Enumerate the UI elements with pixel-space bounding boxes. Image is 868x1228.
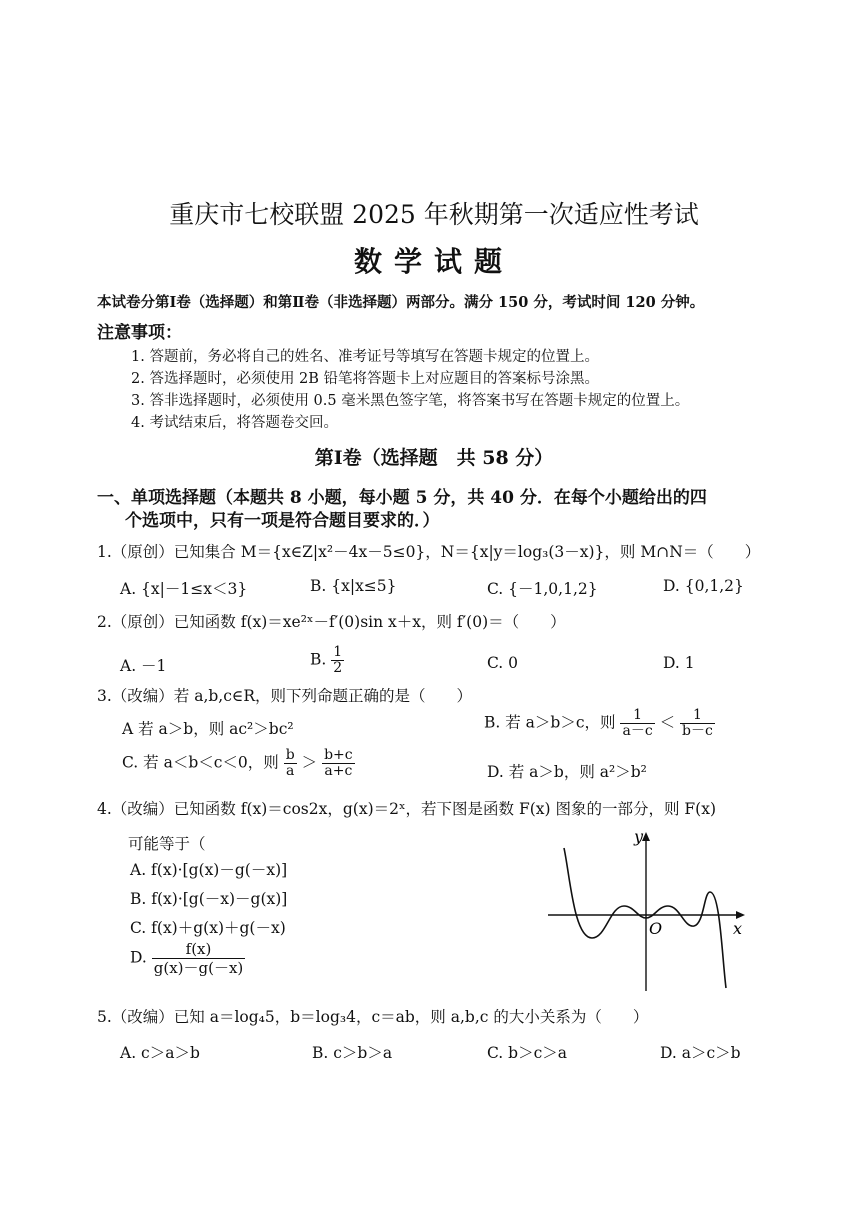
q1-option-a: A. {x|－1≤x＜3} [120,580,248,598]
q2-option-b-label: B. [310,650,327,669]
q3-option-b [484,708,715,739]
q5-option-b: B. c＞b＞a [312,1044,393,1062]
fraction-numerator: 1 [620,708,654,724]
x-axis-label: x [733,919,743,938]
q2-option-c: C. 0 [487,654,519,672]
x-axis-arrow [736,911,745,919]
q4-option-b: B. f(x)·[g(－x)－g(x)] [130,890,288,908]
q3-c-fraction-1 [284,748,297,779]
fraction-denominator: a [286,763,295,779]
origin-label: O [649,919,663,938]
q4-d-fraction [152,940,246,977]
question-4-stem: 4.（改编）已知函数 f(x)＝cos2x，g(x)＝2ˣ，若下图是函数 F(x) 图象的一部分，则 F(x) [97,800,717,818]
q3-option-d: D. 若 a＞b，则 a²＞b² [487,763,647,781]
notice-item: 3. 答非选择题时，必须使用 0.5 毫米黑色签字笔，将答案书写在答题卡规定的位置上。 [131,393,690,409]
q3-option-c-label: C. 若 a＜b＜c＜0，则 [122,753,279,772]
q3-c-fraction-2 [322,748,355,779]
q4-option-d-label: D. [130,948,147,967]
relation-symbol: ＞ [301,753,318,772]
notice-heading: 注意事项： [97,323,182,343]
q1-option-c: C. {－1,0,1,2} [487,580,598,598]
q1-option-b: B. {x|x≤5} [310,577,397,595]
q2-option-b-fraction [331,645,344,676]
q2-option-a: A. －1 [120,657,167,675]
q2-option-d: D. 1 [663,654,695,672]
section-heading: 第Ⅰ卷（选择题 共 58 分） [314,447,554,469]
q3-option-c [122,748,355,779]
fraction-denominator: g(x)－g(－x) [153,959,244,977]
q1-option-d: D. {0,1,2} [663,577,744,595]
q3-b-fraction-2 [680,708,715,739]
q5-option-c: C. b＞c＞a [487,1044,568,1062]
fraction-numerator: 1 [333,644,343,660]
q5-option-d: D. a＞c＞b [660,1044,741,1062]
question-5-stem: 5.（改编）已知 a＝log₄5，b＝log₃4，c＝ab，则 a,b,c 的大小关系为（ ） [97,1008,649,1026]
exam-intro: 本试卷分第Ⅰ卷（选择题）和第Ⅱ卷（非选择题）两部分。满分 150 分，考试时间 120 分钟。 [97,294,705,311]
fraction-numerator: b+c [324,747,353,763]
q4-option-d [130,940,245,977]
q3-option-a: A 若 a＞b，则 ac²＞bc² [122,720,294,738]
function-curve [564,848,726,988]
fraction-numerator: 1 [680,708,715,724]
q4-option-a: A. f(x)·[g(x)－g(－x)] [130,861,288,879]
part-instructions-cont: 个选项中，只有一项是符合题目要求的．） [125,511,440,531]
question-3-stem: 3.（改编）若 a,b,c∈R，则下列命题正确的是（ ） [97,687,473,705]
question-2-stem: 2.（原创）已知函数 f(x)＝xe²ˣ－f′(0)sin x＋x，则 f′(0)＝（ ） [97,613,566,631]
part-instructions: 一、单项选择题（本题共 8 小题，每小题 5 分，共 40 分．在每个小题给出的四 [97,488,707,508]
q3-b-fraction-1 [620,708,654,739]
fraction-denominator: 2 [333,660,343,676]
notice-item: 2. 答选择题时，必须使用 2B 铅笔将答题卡上对应题目的答案标号涂黑。 [131,371,600,387]
exam-subtitle: 数学试题 [353,245,514,278]
y-axis-label: y [634,827,644,846]
y-axis-arrow [642,832,650,841]
relation-symbol: ＜ [659,713,676,732]
question-4-stem-cont: 可能等于（ [128,835,206,853]
fraction-denominator: b－c [682,723,713,739]
q5-option-a: A. c＞a＞b [120,1044,200,1062]
fraction-numerator: b [285,747,295,763]
function-graph [540,826,755,996]
question-1-stem: 1.（原创）已知集合 M＝{x∈Z|x²－4x－5≤0}，N＝{x|y＝log₃(3－x)}，则 M∩N＝（ ） [97,543,761,561]
notice-item: 4. 考试结束后，将答题卷交回。 [131,415,338,431]
q3-option-b-label: B. 若 a＞b＞c，则 [484,713,616,732]
notice-item: 1. 答题前，务必将自己的姓名、准考证号等填写在答题卡规定的位置上。 [131,349,599,365]
fraction-numerator: f(x) [152,940,246,959]
exam-title: 重庆市七校联盟 2025 年秋期第一次适应性考试 [169,200,699,229]
fraction-denominator: a－c [622,723,653,739]
q4-option-c: C. f(x)＋g(x)＋g(－x) [130,919,286,937]
q2-option-b [310,645,344,676]
fraction-denominator: a+c [324,763,353,779]
